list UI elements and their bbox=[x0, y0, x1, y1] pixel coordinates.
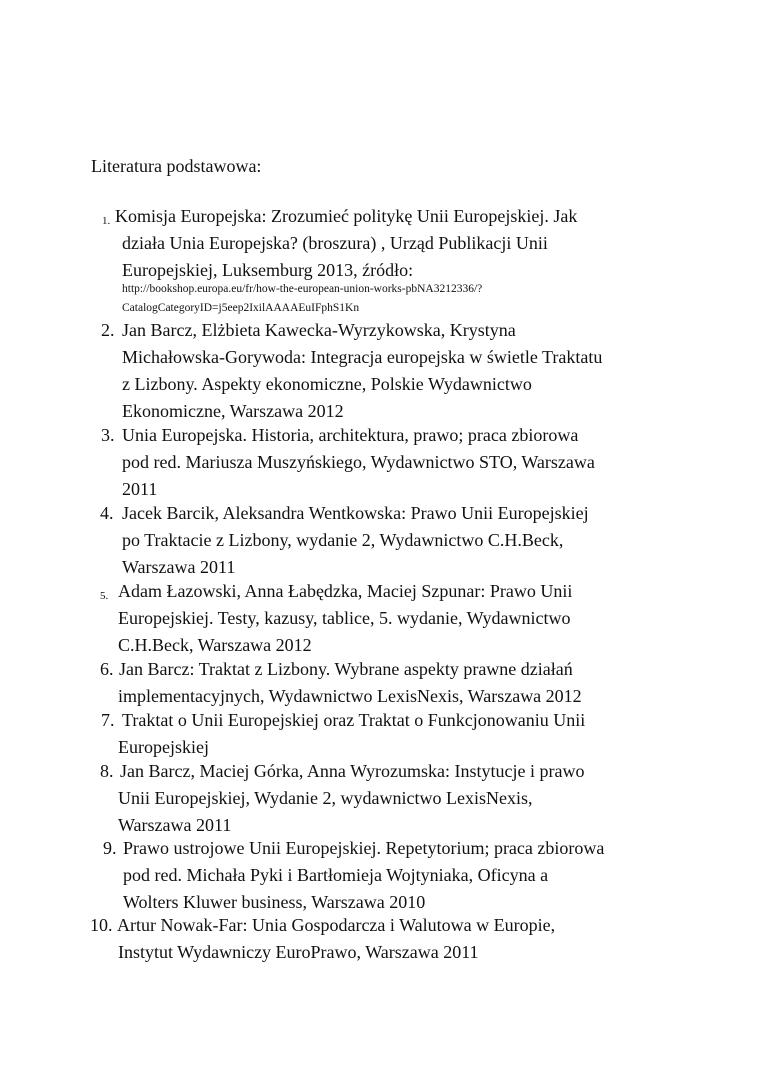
item-line: Europejskiej bbox=[118, 737, 209, 757]
section-heading: Literatura podstawowa: bbox=[91, 156, 262, 176]
item-line: Wolters Kluwer business, Warszawa 2010 bbox=[123, 892, 426, 912]
item-line: C.H.Beck, Warszawa 2012 bbox=[118, 635, 312, 655]
item-line: Komisja Europejska: Zrozumieć politykę Unii Europejskiej. Jak bbox=[115, 206, 578, 226]
item-line: Jan Barcz, Elżbieta Kawecka-Wyrzykowska, Krystyna bbox=[122, 320, 516, 340]
item-line: Europejskiej. Testy, kazusy, tablice, 5. wydanie, Wydawnictwo bbox=[118, 608, 571, 628]
item-line: Prawo ustrojowe Unii Europejskiej. Repetytorium; praca zbiorowa bbox=[123, 838, 605, 858]
item-number: 7. bbox=[101, 710, 115, 730]
item-line: pod red. Michała Pyki i Bartłomieja Wojtyniaka, Oficyna a bbox=[123, 865, 549, 885]
item-number: 6. bbox=[100, 659, 114, 679]
item-line: Adam Łazowski, Anna Łabędzka, Maciej Szpunar: Prawo Unii bbox=[118, 581, 573, 601]
item-number: 8. bbox=[100, 761, 114, 781]
item-line: pod red. Mariusza Muszyńskiego, Wydawnictwo STO, Warszawa bbox=[122, 452, 595, 472]
item-line: po Traktacie z Lizbony, wydanie 2, Wydawnictwo C.H.Beck, bbox=[122, 530, 564, 550]
source-url-line[interactable]: CatalogCategoryID=j5eep2IxilAAAAEuIFphS1Kn bbox=[122, 302, 360, 314]
item-line: Jan Barcz, Maciej Górka, Anna Wyrozumska: Instytucje i prawo bbox=[120, 761, 585, 781]
item-line: Warszawa 2011 bbox=[118, 815, 232, 835]
item-line: Europejskiej, Luksemburg 2013, źródło: bbox=[122, 260, 414, 280]
item-line: działa Unia Europejska? (broszura) , Urząd Publikacji Unii bbox=[122, 233, 548, 253]
item-line: Instytut Wydawniczy EuroPrawo, Warszawa 2011 bbox=[118, 942, 479, 962]
item-number: 1. bbox=[102, 215, 111, 227]
item-line: Traktat o Unii Europejskiej oraz Traktat o Funkcjonowaniu Unii bbox=[122, 710, 586, 730]
item-line: Warszawa 2011 bbox=[122, 557, 236, 577]
item-number: 10. bbox=[90, 915, 113, 935]
source-url-line[interactable]: http://bookshop.europa.eu/fr/how-the-european-union-works-pbNA3212336/? bbox=[122, 283, 483, 295]
item-line: Jan Barcz: Traktat z Lizbony. Wybrane aspekty prawne działań bbox=[119, 659, 573, 679]
item-number: 3. bbox=[101, 425, 115, 445]
item-number: 5. bbox=[100, 590, 109, 602]
item-number: 9. bbox=[103, 838, 117, 858]
item-line: 2011 bbox=[122, 479, 158, 499]
item-number: 2. bbox=[101, 320, 115, 340]
item-line: z Lizbony. Aspekty ekonomiczne, Polskie Wydawnictwo bbox=[122, 374, 532, 394]
item-line: Unii Europejskiej, Wydanie 2, wydawnictwo LexisNexis, bbox=[118, 788, 533, 808]
item-line: Ekonomiczne, Warszawa 2012 bbox=[122, 401, 344, 421]
item-line: Michałowska-Gorywoda: Integracja europejska w świetle Traktatu bbox=[122, 347, 603, 367]
item-line: Artur Nowak-Far: Unia Gospodarcza i Walutowa w Europie, bbox=[117, 915, 556, 935]
item-number: 4. bbox=[100, 503, 114, 523]
item-line: Jacek Barcik, Aleksandra Wentkowska: Prawo Unii Europejskiej bbox=[122, 503, 589, 523]
item-line: Unia Europejska. Historia, architektura, prawo; praca zbiorowa bbox=[122, 425, 579, 445]
item-line: implementacyjnych, Wydawnictwo LexisNexis, Warszawa 2012 bbox=[118, 686, 582, 706]
